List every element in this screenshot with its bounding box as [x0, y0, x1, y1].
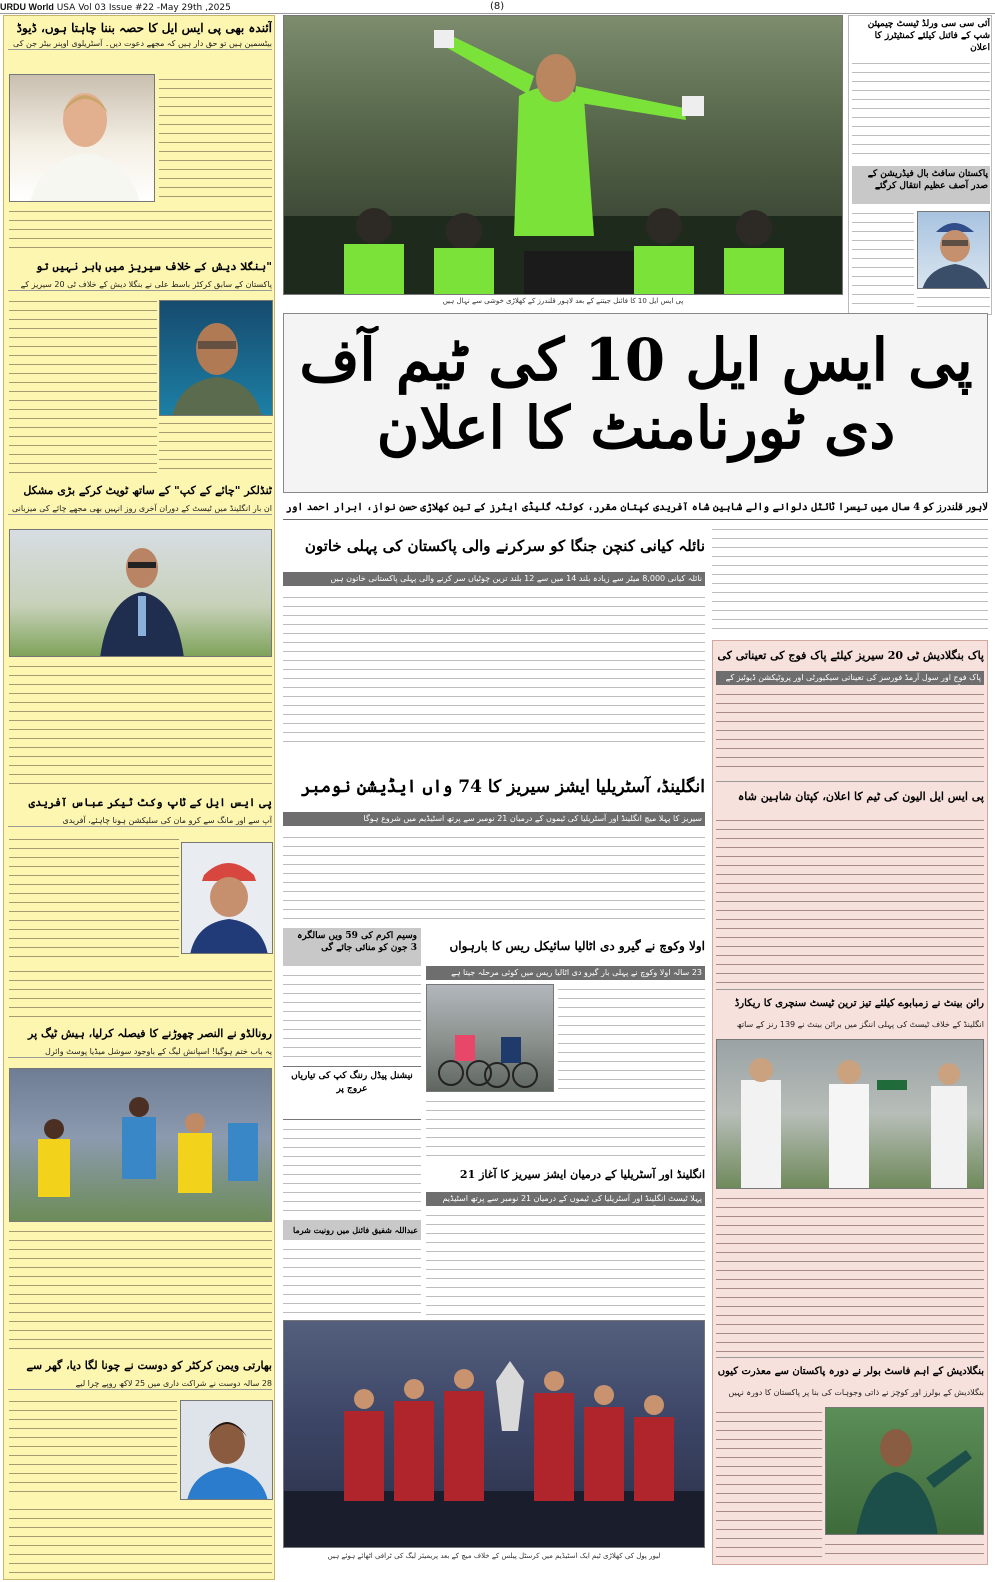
bennett-subhead: انگلینڈ کے خلاف ٹیسٹ کی پہلی اننگز میں برائن بینٹ نے 139 رنز کے ساتھ: [736, 1020, 984, 1029]
wasim-box-headline: وسیم اکرم کی 59 ویں سالگرہ: [297, 931, 417, 941]
bharti-photo: [180, 1400, 273, 1500]
ashes2-headline: انگلینڈ اور آسٹریلیا کے درمیان ایشز سیریز کا آغاز 21: [459, 1168, 705, 1181]
abbas-text-b: [9, 966, 272, 1018]
warner-text-b: [9, 206, 272, 251]
ashes2-subhead: پہلا ٹیسٹ انگلینڈ اور آسٹریلیا کی ٹیموں کے درمیان 21 نومبر سے پرتھ اسٹیڈیم: [426, 1192, 705, 1206]
ronaldo-photo: [9, 1068, 272, 1222]
bennett-text: [716, 1193, 984, 1353]
bennett-headline: رائن بینٹ نے زمبابوے کیلئے تیز ترین ٹیسٹ سنچری کا ریکارڈ: [716, 989, 984, 1017]
abdullah-text: [283, 1244, 421, 1316]
bangladesh-subhead: پاکستان کے سابق کرکٹر باسط علی نے بنگلا دیش کے خلاف ٹی 20 سیریز کے: [8, 279, 272, 291]
psl-team-text: [712, 524, 988, 636]
liverpool-caption: لیور پول کی کھلاڑی ٹیم ایک اسٹیڈیم میں کرسٹل پیلس کے خلاف میچ کے بعد پریمیئر لیگ کی ٹرافی اٹھائے ہوئے ہیں: [327, 1552, 661, 1560]
lahore-celebration-photo: [283, 15, 843, 295]
national-cup-text: [283, 1124, 421, 1216]
wasim-box: [283, 928, 421, 966]
army-headline: پاک بنگلادیش ٹی 20 سیریز کیلئے پاک فوج کی تعیناتی کی: [717, 649, 984, 662]
cycling-photo: [426, 984, 554, 1092]
asif-azeem-art: [918, 212, 990, 289]
masthead: [0, 0, 995, 14]
bennett-photo-art: [717, 1040, 984, 1189]
lahore-celebration-art: [284, 16, 843, 295]
cycling-headline: اولا وکوچ نے گیرو دی اٹالیا سائیکل ریس کا بارہواں: [449, 939, 705, 953]
naila-subhead: نائلہ کیانی 8,000 میٹر سے زیادہ بلند 14 میں سے 12 بلند ترین چوٹیاں سر کرنے والی پہلی پاکستانی خاتون ہیں: [283, 572, 705, 586]
ashes-headline: انگلینڈ، آسٹریلیا ایشز سیریز کا 74 واں ایڈیشن نومبر: [301, 777, 705, 797]
bd-bowler-text-a: [716, 1407, 822, 1561]
bharti-text-b: [9, 1504, 272, 1576]
naila-text: [283, 592, 705, 742]
ronaldo-subhead: یہ باب ختم ہوگیا! اسپانش لیگ کے باوجود سوشل میڈیا پوسٹ وائرل: [8, 1046, 272, 1058]
tendulkar-subhead: ان بار انگلینڈ میں ٹیسٹ کے دوران آخری روز انہیں بھی مجھے چائے کی میزبانی: [8, 503, 272, 515]
brand-name: URDU World: [0, 2, 54, 12]
asif-azeem-photo: [917, 211, 990, 289]
issue-line: USA Vol 03 Issue #22 -May 29th ,2025: [56, 3, 231, 13]
bd-bowler-photo: [825, 1407, 984, 1535]
abbas-subhead: آپ سے اور مانگ سے کرو مان کی سلیکشن ہونا چاہئے، آفریدی: [8, 815, 272, 827]
psl-xi-headline: پی ایس ایل الیون کی ٹیم کا اعلان، کپتان شاہین شاہ: [716, 781, 984, 811]
army-text: [716, 689, 984, 775]
cycling-text-a: [558, 984, 705, 1092]
saff-text: [852, 208, 914, 312]
saff-text-b: [917, 292, 990, 312]
ashes-text: [283, 832, 705, 922]
right-top-column: [848, 15, 992, 315]
bd-bowler-headline: بنگلادیش کے اہم فاسٹ بولر نے دورہ پاکستان سے معذرت کیوں: [716, 1357, 984, 1385]
psl-banner: [283, 313, 988, 493]
bd-bowler-text-b: [825, 1539, 984, 1561]
abdullah-headline: عبداللہ شفیق فائنل میں رونیت شرما: [283, 1220, 421, 1240]
saff-headline: پاکستان سافٹ بال فیڈریشن کے صدر آصف عظیم انتقال کرگئے: [852, 166, 990, 204]
abbas-text-a: [9, 834, 179, 964]
abbas-photo-art: [182, 843, 273, 954]
wasim-box-subhead: 3 جون کو منائی جائے گی: [321, 943, 417, 953]
bd-bowler-subhead: بنگلادیش کے بولرز اور کوچز نے ذاتی وجوہات کی بنا پر پاکستان کا دورہ نہیں: [728, 1388, 984, 1397]
tendulkar-headline: ٹنڈلکر "چائے کے کپ" کے ساتھ ٹویٹ کرکے بڑی مشکل: [23, 484, 272, 497]
warner-photo-art: [10, 75, 155, 202]
bangladesh-text-a: [9, 296, 157, 476]
tendulkar-text: [9, 661, 272, 787]
cycling-photo-art: [427, 985, 554, 1092]
left-column: [3, 15, 275, 1580]
right-column: [712, 640, 988, 1565]
ashes2-text: [426, 1210, 705, 1316]
basit-photo: [159, 300, 273, 416]
abbas-headline: پی ایس ایل کے ٹاپ وکٹ ٹیکر عباس آفریدی: [28, 796, 272, 809]
bharti-subhead: 28 سالہ دوست نے شراکت داری میں 25 لاکھ روپے چرا لیے: [8, 1378, 272, 1390]
cycling-text-b: [426, 1096, 705, 1156]
ronaldo-photo-art: [10, 1069, 272, 1222]
warner-photo: [9, 74, 155, 202]
warner-subhead: بیٹسمین ہیں تو حق دار ہیں کہ مجھے دعوت دیں۔ آسٹریلوی اوپنر بیٹر جن کی: [8, 38, 272, 50]
basit-photo-art: [160, 301, 273, 416]
ronaldo-headline: رونالڈو نے النصر چھوڑنے کا فیصلہ کرلیا، ہیش ٹیگ پر: [28, 1027, 272, 1040]
bharti-headline: بھارتی ویمن کرکٹر کو دوست نے چونا لگا دیا، گھر سے: [26, 1359, 272, 1372]
cycling-subhead: 23 سالہ اولا وکوچ نے پہلی بار گیرو دی اٹالیا ریس میں کوئی مرحلہ جیتا ہے: [426, 966, 705, 980]
banner-title: پی ایس ایل 10 کی ٹیم آف دی ٹورنامنٹ کا اعلان: [299, 326, 973, 462]
bennett-photo: [716, 1039, 984, 1189]
bangladesh-headline: "بنگلا دیش کے خلاف سیریز میں بابر نہیں تو: [35, 260, 272, 273]
icc-text: [852, 58, 990, 162]
bharti-photo-art: [181, 1401, 273, 1500]
ashes-subhead: سیریز کا پہلا میچ انگلینڈ اور آسٹریلیا کی ٹیموں کے درمیان 21 نومبر سے پرتھ اسٹیڈیم میں شروع ہوگا: [283, 812, 705, 826]
banner-subhead: لاہور قلندرز کو 4 سال میں تیسرا ٹائٹل دلوانے والے شاہین شاہ آفریدی کپتان مقرر، کوئٹہ گلیڈی ایٹرز کے تین کھلاڑی حسن نواز، ابرار احمد اور: [283, 496, 988, 520]
abbas-photo: [181, 842, 273, 954]
ronaldo-text: [9, 1226, 272, 1350]
tendulkar-photo-art: [10, 530, 272, 657]
liverpool-photo-art: [284, 1321, 705, 1548]
wasim-text: [283, 970, 421, 1062]
national-cup-headline: نیشنل پیڈل رننگ کپ کی تیاریاں عروج پر: [283, 1066, 421, 1120]
bangladesh-text-b: [159, 418, 272, 476]
bharti-text-a: [9, 1396, 177, 1500]
psl-xi-text: [716, 815, 984, 985]
tendulkar-photo: [9, 529, 272, 657]
warner-headline: آئندہ بھی پی ایس ایل کا حصہ بننا چاہتا ہوں، ڈیوڈ: [16, 21, 272, 35]
army-subhead: پاک فوج اور سول آرمڈ فورسز کی تعیناتی سیکیورٹی اور پروٹیکشن ڈیوٹیز کے: [716, 671, 984, 685]
bd-bowler-art: [826, 1408, 984, 1535]
warner-text-a: [159, 74, 272, 202]
liverpool-photo: [283, 1320, 705, 1548]
lahore-photo-caption: پی ایس ایل 10 کا فائنل جیتنے کے بعد لاہور قلندرز کے کھلاڑی خوشی سے نہال ہیں: [442, 297, 684, 305]
icc-headline: آئی سی سی ورلڈ ٹیسٹ چیمپئن شپ کے فائنل کیلئے کمنٹیٹرز کا اعلان: [867, 19, 990, 53]
page-number: (8): [490, 1, 505, 12]
naila-headline: نائلہ کیانی کنچن جنگا کو سرکرنے والی پاکستان کی پہلی خاتون: [304, 537, 705, 555]
